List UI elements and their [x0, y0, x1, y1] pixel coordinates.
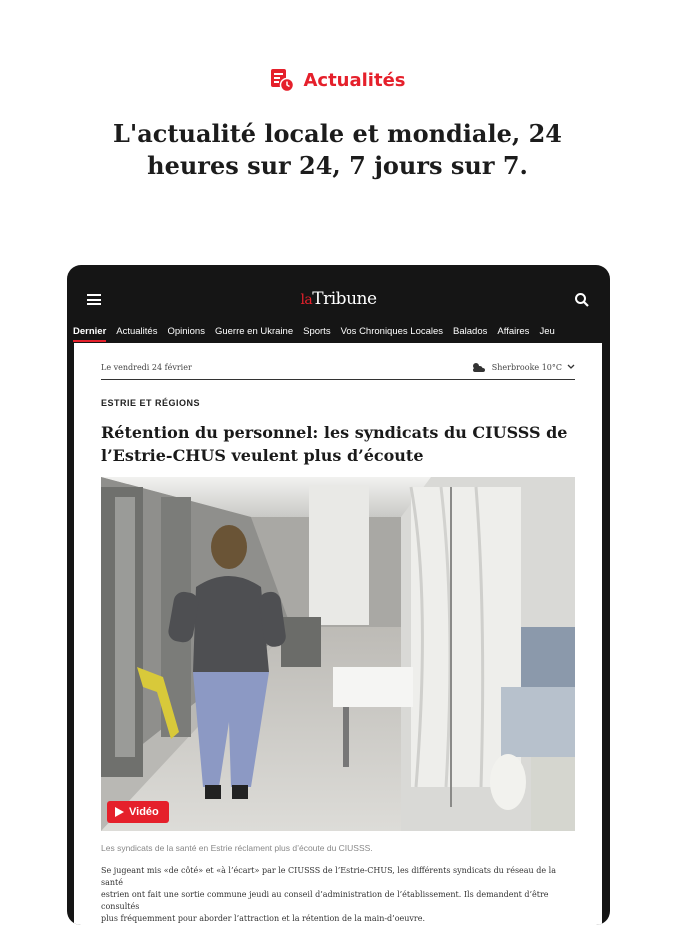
play-icon — [113, 806, 125, 818]
tab-balados[interactable]: Balados — [453, 326, 488, 337]
weather-text: Sherbrooke 10°C — [491, 362, 562, 372]
weather-widget[interactable] — [471, 361, 575, 373]
app-logo[interactable]: laTribune — [300, 289, 377, 309]
feature-badge — [0, 67, 675, 93]
section-nav — [67, 321, 610, 343]
cloud-sun-icon — [471, 361, 487, 373]
feature-badge-label: Actualités — [303, 69, 406, 91]
tab-affaires[interactable]: Affaires — [497, 326, 530, 337]
hospital-corridor-image — [101, 477, 575, 831]
video-button[interactable] — [107, 801, 169, 823]
tab-opinions[interactable]: Opinions — [167, 326, 205, 337]
promo-headline: L'actualité locale et mondiale, 24 heures sur 24, 7 jours sur 7. — [113, 119, 562, 180]
chevron-down-icon — [567, 364, 575, 370]
tab-jeux[interactable]: Jeu — [539, 326, 555, 337]
article-body: Se jugeant mis «de côté» et «à l’écart» par le CIUSSS de l’Estrie-CHUS, les différents syndicats du réseau de la santé estrien ont fait une sortie commune jeudi au conseil d’administration de l’établissement. Ils demandent d’être consultés plus fréquemment pour aborder l’attraction et la rétention de la main-d’oeuvre. — [101, 866, 556, 923]
video-label: Vidéo — [129, 806, 159, 818]
section-kicker[interactable]: ESTRIE ET RÉGIONS — [101, 398, 201, 408]
article-photo[interactable] — [101, 477, 575, 831]
tab-guerre-ukraine[interactable]: Guerre en Ukraine — [214, 326, 294, 337]
tablet-device — [67, 265, 610, 925]
date-weather-bar — [101, 359, 575, 380]
article-title[interactable]: Rétention du personnel: les syndicats du CIUSSS de l’Estrie-CHUS veulent plus d’écoute — [101, 423, 568, 465]
tab-dernier[interactable]: Dernier — [73, 323, 106, 342]
tab-chroniques-locales[interactable]: Vos Chroniques Locales — [340, 326, 444, 337]
news-clock-icon — [269, 67, 295, 93]
current-date: Le vendredi 24 février — [101, 363, 192, 372]
search-icon[interactable] — [574, 292, 590, 308]
photo-caption: Les syndicats de la santé en Estrie réclament plus d’écoute du CIUSSS. — [101, 843, 373, 853]
tab-actualites[interactable]: Actualités — [116, 326, 158, 337]
tab-sports[interactable]: Sports — [303, 326, 331, 337]
article-screen — [74, 343, 602, 925]
